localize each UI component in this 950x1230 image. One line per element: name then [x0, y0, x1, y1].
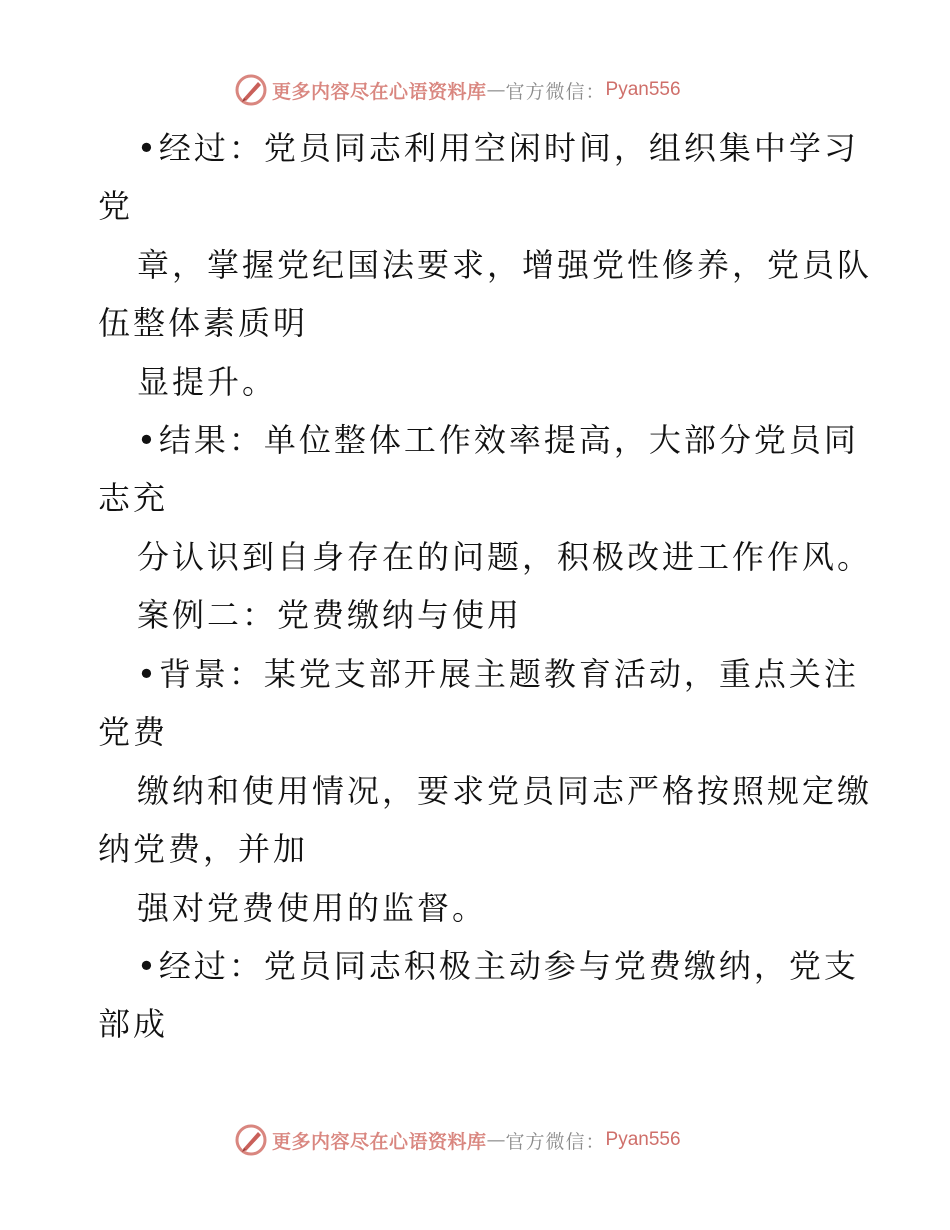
body-line: 伍整体素质明: [98, 304, 309, 342]
header-watermark: [234, 72, 681, 108]
body-line: •经过：党员同志利用空闲时间，组织集中学习: [137, 129, 859, 167]
body-line: •结果：单位整体工作效率提高，大部分党员同: [137, 421, 859, 459]
body-line: 显提升。: [137, 363, 278, 401]
footer-watermark: [234, 1122, 681, 1158]
body-line: 章，掌握党纪国法要求，增强党性修养，党员队: [137, 246, 873, 284]
quill-logo-icon: [234, 73, 268, 107]
footer-dash: —: [486, 1129, 506, 1151]
header-wechat-id: Pyan556: [605, 79, 681, 100]
body-line: 部成: [98, 1005, 169, 1043]
footer-official-label: 官方微信：: [505, 1130, 606, 1153]
header-official-label: 官方微信：: [505, 80, 606, 103]
body-line: •经过：党员同志积极主动参与党费缴纳，党支: [137, 947, 859, 985]
section-heading: 案例二：党费缴纳与使用: [137, 596, 523, 634]
footer-site-text: 更多内容尽在心语资料库: [272, 1130, 487, 1153]
body-line: 强对党费使用的监督。: [137, 889, 488, 927]
header-site-text: 更多内容尽在心语资料库: [272, 80, 487, 103]
header-dash: —: [486, 79, 506, 101]
body-line: •背景：某党支部开展主题教育活动，重点关注: [137, 655, 859, 693]
body-line: 缴纳和使用情况，要求党员同志严格按照规定缴: [137, 772, 873, 810]
footer-wechat-id: Pyan556: [605, 1129, 681, 1150]
body-line: 分认识到自身存在的问题，积极改进工作作风。: [137, 538, 873, 576]
body-line: 党: [98, 187, 134, 225]
body-line: 纳党费，并加: [98, 830, 309, 868]
quill-logo-icon: [234, 1123, 268, 1157]
body-line: 党费: [98, 713, 169, 751]
body-line: 志充: [98, 479, 169, 517]
